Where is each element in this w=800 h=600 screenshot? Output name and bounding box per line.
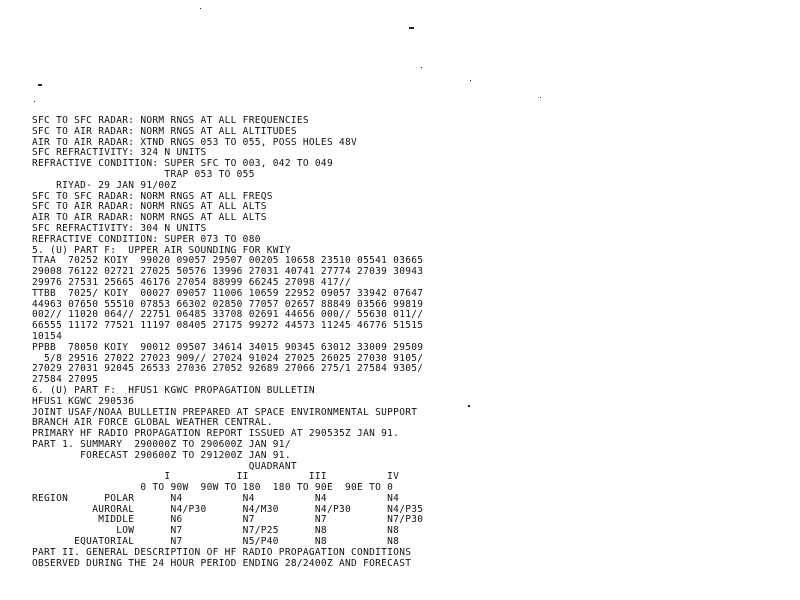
text-line: JOINT USAF/NOAA BULLETIN PREPARED AT SPACE ENVIRONMENTAL SUPPORT [32, 406, 418, 418]
text-line: REFRACTIVE CONDITION: SUPER 073 TO 080 [32, 233, 261, 245]
text-line: SFC TO AIR RADAR: NORM RNGS AT ALL ALTS [32, 201, 267, 213]
text-line: SFC TO SFC RADAR: NORM RNGS AT ALL FREQUENCIES [32, 115, 309, 126]
scan-speck [34, 101, 35, 102]
text-line: PART 1. SUMMARY 290000Z TO 290600Z JAN 91/ [32, 438, 291, 450]
text-line: PRIMARY HF RADIO PROPAGATION REPORT ISSUED AT 290535Z JAN 91. [32, 428, 400, 440]
text-line: BRANCH AIR FORCE GLOBAL WEATHER CENTRAL. [32, 417, 273, 429]
text-line: 29976 27531 25665 46176 27054 88999 66245 27098 417// [32, 276, 352, 288]
teletype-message [32, 116, 423, 569]
text-line: AIR TO AIR RADAR: XTND RNGS 053 TO 055, POSS HOLES 48V [32, 136, 358, 148]
table-row: AURORAL N4/P30 N4/M30 N4/P30 N4/P35 [32, 503, 424, 515]
scan-speck [409, 27, 414, 29]
text-line: SFC REFRACTIVITY: 304 N UNITS [32, 222, 207, 234]
text-line: OBSERVED DURING THE 24 HOUR PERIOD ENDING 28/2400Z AND FORECAST [32, 557, 412, 569]
scan-speck [468, 405, 470, 407]
table-header: 0 TO 90W 90W TO 180 180 TO 90E 90E TO 0 [32, 482, 394, 494]
text-line: SFC REFRACTIVITY: 324 N UNITS [32, 147, 207, 159]
text-line: 10154 [32, 330, 63, 342]
scan-speck [470, 80, 471, 81]
scan-speck [421, 67, 422, 68]
text-line: SFC TO AIR RADAR: NORM RNGS AT ALL ALTITUDES [32, 125, 297, 137]
text-line: REFRACTIVE CONDITION: SUPER SFC TO 003, 042 TO 049 [32, 158, 333, 170]
text-line: 27584 27095 [32, 374, 99, 386]
text-line: 27029 27031 92045 26533 27036 27052 92689 27066 275/1 27584 9305/ [32, 363, 424, 375]
scan-speck [540, 97, 541, 98]
text-line: 29008 76122 02721 27025 50576 13996 27031 40741 27774 27039 30943 [32, 266, 424, 278]
table-row: EQUATORIAL N7 N5/P40 N8 N8 [32, 536, 400, 548]
text-line: SFC TO SFC RADAR: NORM RNGS AT ALL FREQS [32, 190, 273, 202]
text-line: 5/8 29516 27022 27023 909// 27024 91024 27025 26025 27030 9105/ [32, 352, 424, 364]
scan-speck [38, 84, 42, 86]
text-line: RIYAD- 29 JAN 91/00Z [32, 179, 177, 191]
text-line: HFUS1 KGWC 290536 [32, 395, 135, 407]
table-row: MIDDLE N6 N7 N7 N7/P30 [32, 514, 424, 526]
text-line: AIR TO AIR RADAR: NORM RNGS AT ALL ALTS [32, 212, 267, 224]
text-line: 66555 11172 77521 11197 08405 27175 99272 44573 11245 46776 51515 [32, 320, 424, 332]
text-line: PART II. GENERAL DESCRIPTION OF HF RADIO PROPAGATION CONDITIONS [32, 546, 412, 558]
table-row: LOW N7 N7/P25 N8 N8 [32, 525, 400, 537]
table-row: REGION POLAR N4 N4 N4 N4 [32, 492, 400, 504]
table-header: I II III IV [32, 471, 400, 483]
text-line: TRAP 053 TO 055 [32, 168, 255, 180]
text-line: 002// 11020 064// 22751 06485 33708 02691 44656 000// 55630 011// [32, 309, 424, 321]
table-header: QUADRANT [32, 460, 297, 472]
text-line: 44963 07650 55510 07853 66302 02850 77057 02657 88849 03566 99819 [32, 298, 424, 310]
text-line: TTAA 70252 KOIY 99020 09057 29507 00205 10658 23510 05541 03665 [32, 255, 424, 267]
text-line: TTBB 7025/ KOIY 00027 09057 11006 10659 22952 09057 33942 07647 [32, 287, 424, 299]
text-line: FORECAST 290600Z TO 291200Z JAN 91. [32, 449, 291, 461]
section-heading: 5. (U) PART F: UPPER AIR SOUNDING FOR KWIY [32, 244, 291, 256]
section-heading: 6. (U) PART F: HFUS1 KGWC PROPAGATION BULLETIN [32, 384, 315, 396]
scan-speck [200, 8, 201, 9]
text-line: PPBB 78050 KOIY 90012 09507 34614 34015 90345 63012 33009 29509 [32, 341, 424, 353]
